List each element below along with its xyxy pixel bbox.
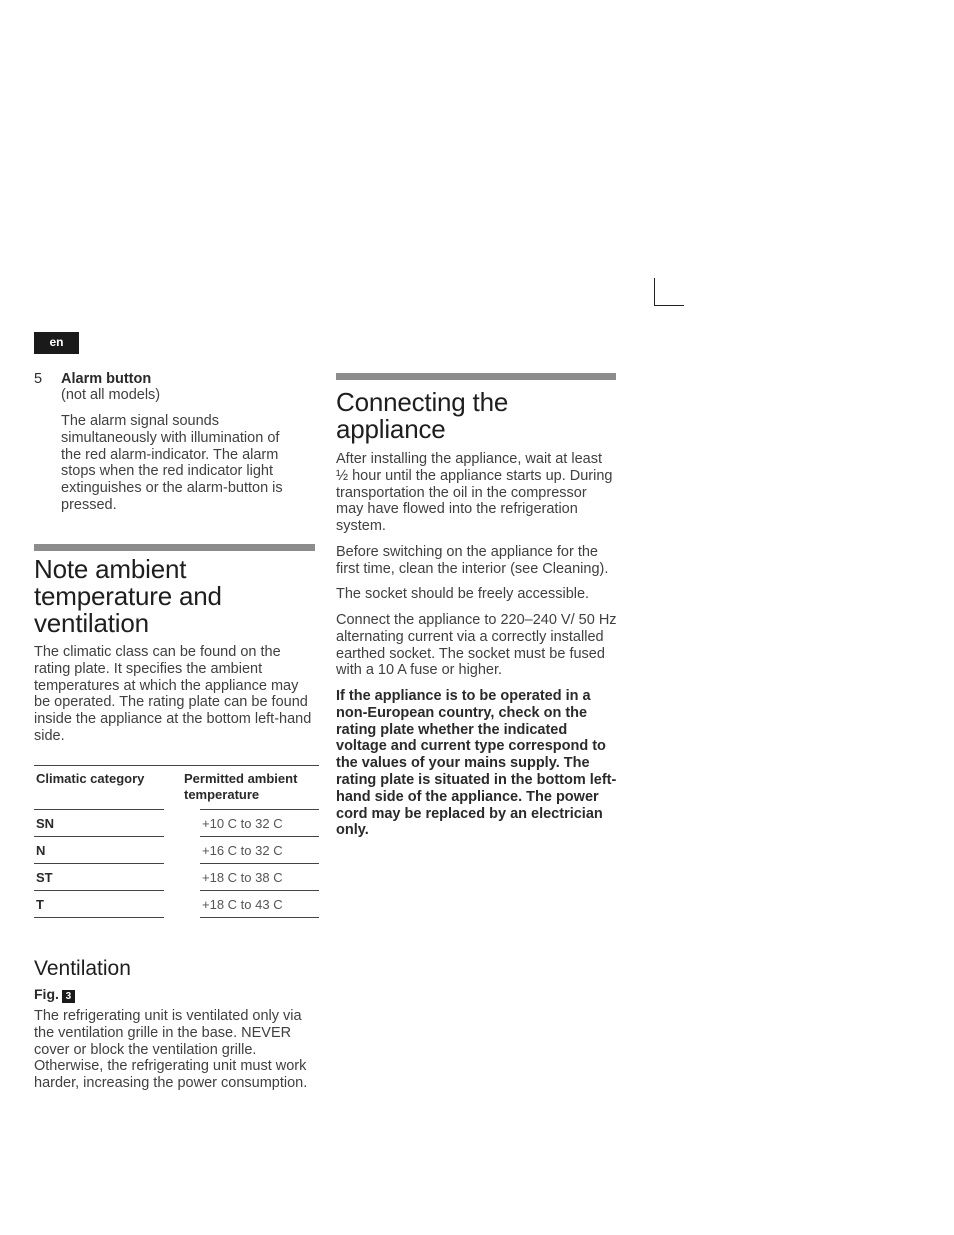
connecting-section-title: Connecting the appliance xyxy=(336,387,509,444)
figure-reference xyxy=(34,986,75,1003)
figure-prefix: Fig. xyxy=(34,986,59,1002)
table-cell-category: N xyxy=(34,837,182,864)
table-row xyxy=(34,810,319,837)
table-cell-category: T xyxy=(34,891,182,918)
section-divider-bar xyxy=(336,373,616,380)
connecting-paragraph-1: After installing the appliance, wait at least ½ hour until the appliance starts up. During transportation the oil in the compressor may have flowed into the refrigeration system. xyxy=(336,451,613,535)
figure-number-badge: 3 xyxy=(62,990,75,1003)
ambient-section-body: The climatic class can be found on the rating plate. It specifies the ambient temperatures at which the appliance may be operated. The rating plate can be found inside the appliance at the bottom left-hand side. xyxy=(34,644,312,744)
table-cell-range: +18 C to 43 C xyxy=(182,891,319,918)
language-badge: en xyxy=(34,332,79,354)
table-row xyxy=(34,864,319,891)
table-cell-category: ST xyxy=(34,864,182,891)
alarm-item-subtitle: (not all models) xyxy=(61,387,161,403)
alarm-item-title: Alarm button xyxy=(61,371,152,387)
table-cell-range: +18 C to 38 C xyxy=(182,864,319,891)
connecting-warning: If the appliance is to be operated in a non-European country, check on the rating plate whether the indicated voltage and current type correspond to the values of your mains supply. The rating plate is situated in the bottom left-hand side of the appliance. The power cord may be replaced by an electrician only. xyxy=(336,688,617,839)
crop-mark-vertical xyxy=(654,278,655,306)
ambient-section-title: Note ambient temperature and ventilation xyxy=(34,554,222,638)
connecting-paragraph-4: Connect the appliance to 220–240 V/ 50 Hz alternating current via a correctly installed earthed socket. The socket must be fused with a 10 A fuse or higher. xyxy=(336,612,617,679)
alarm-item-body: The alarm signal sounds simultaneously with illumination of the red alarm-indicator. The alarm stops when the red indicator light extinguishes or the alarm-button is pressed. xyxy=(61,413,283,513)
table-header-temperature: Permitted ambient temperature xyxy=(182,766,319,810)
connecting-paragraph-3: The socket should be freely accessible. xyxy=(336,586,590,602)
table-row xyxy=(34,891,319,918)
alarm-item-number: 5 xyxy=(34,371,43,387)
ventilation-body: The refrigerating unit is ventilated only via the ventilation grille in the base. NEVER cover or block the ventilation grille. Otherwise, the refrigerating unit must work harder, increasing the power consumption. xyxy=(34,1008,308,1092)
climatic-table xyxy=(34,765,319,918)
table-header-category: Climatic category xyxy=(34,766,182,810)
ventilation-title: Ventilation xyxy=(34,957,131,980)
table-cell-range: +10 C to 32 C xyxy=(182,810,319,837)
section-divider-bar xyxy=(34,544,315,551)
crop-mark-horizontal xyxy=(654,305,684,306)
table-row xyxy=(34,837,319,864)
connecting-paragraph-2: Before switching on the appliance for the first time, clean the interior (see Cleaning). xyxy=(336,544,609,577)
table-cell-range: +16 C to 32 C xyxy=(182,837,319,864)
table-cell-category: SN xyxy=(34,810,182,837)
